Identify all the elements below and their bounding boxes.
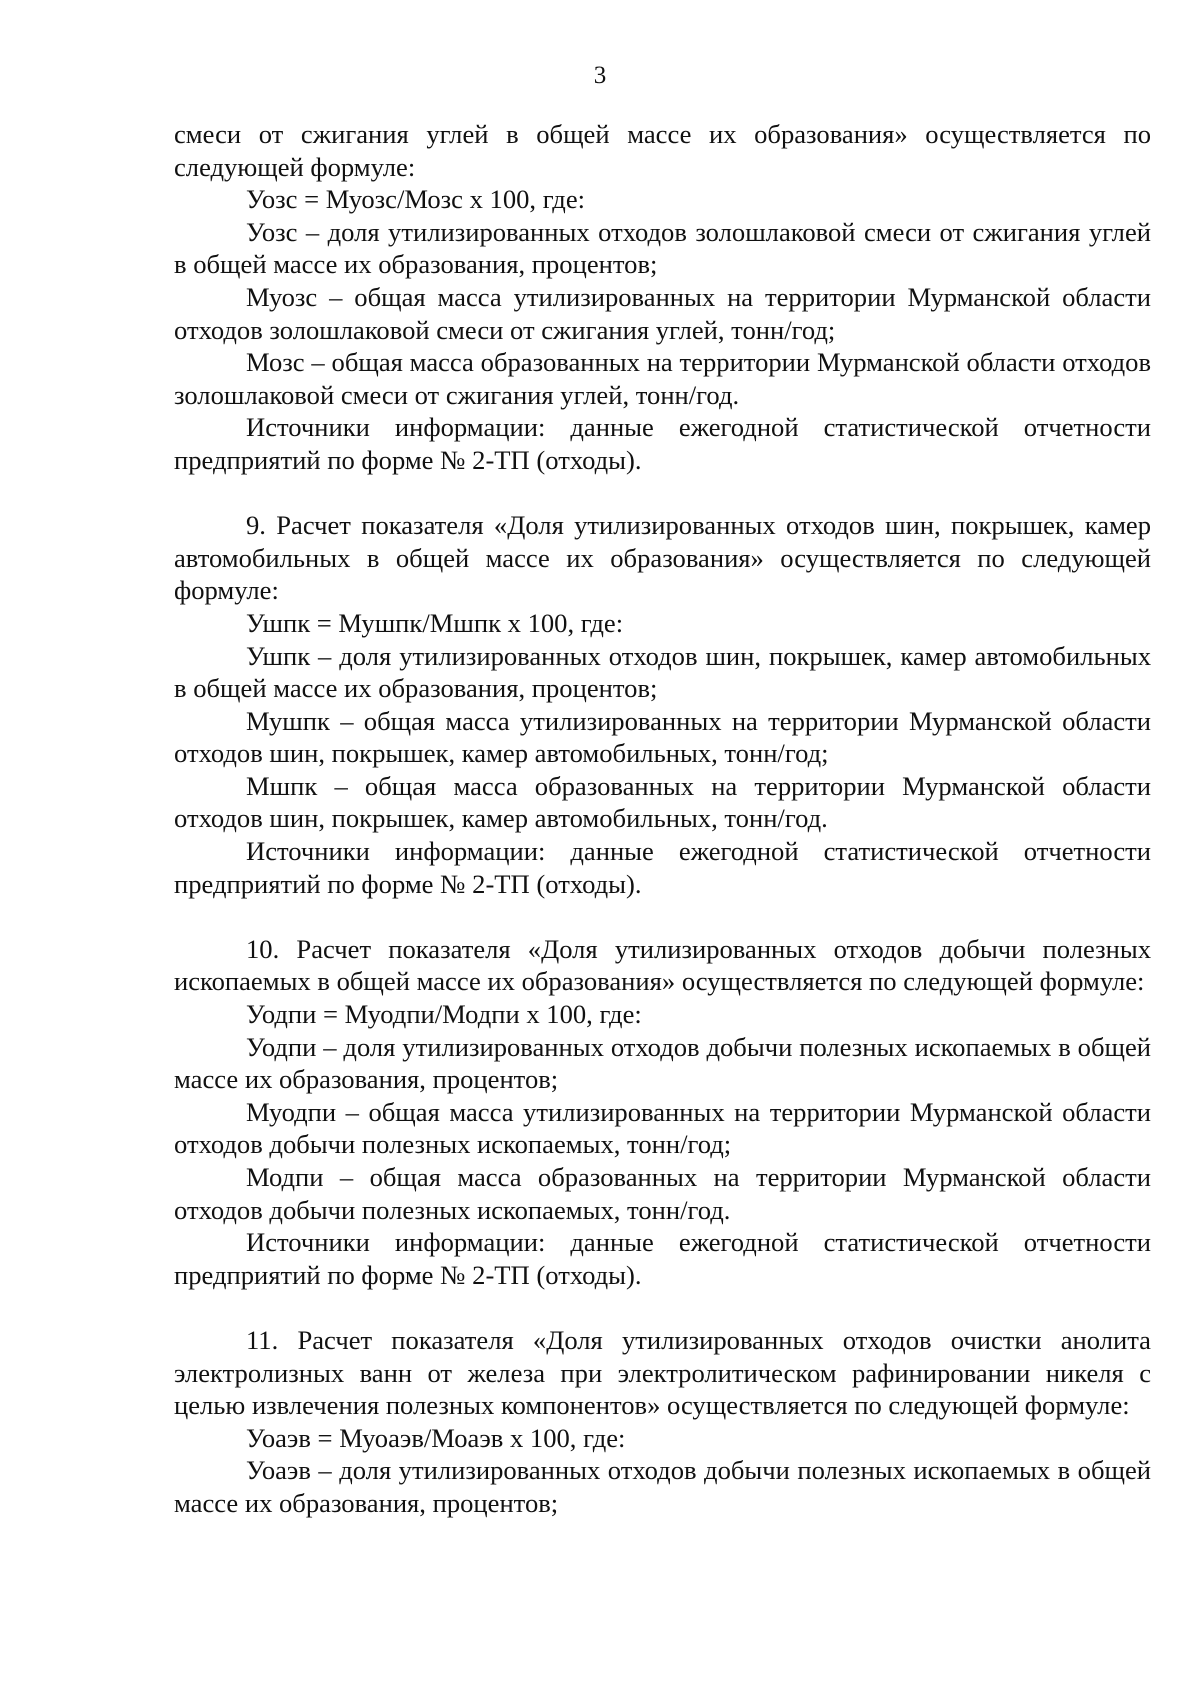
definition-mozs: Мозс – общая масса образованных на территории Мурманской области отходов золошлаковой смеси от сжигания углей, тонн/год.	[174, 347, 1151, 410]
section-11-heading: 11. Расчет показателя «Доля утилизированных отходов очистки анолита электролизных ванн от железа при электролитическом рафинировании никеля с целью извлечения полезных компонентов» осуществляется по следующей формуле:	[174, 1324, 1151, 1421]
definition-uodpi: Уодпи – доля утилизированных отходов добычи полезных ископаемых в общей массе их образования, процентов;	[174, 1031, 1151, 1095]
section-9-heading: 9. Расчет показателя «Доля утилизированных отходов шин, покрышек, камер автомобильных в общей массе их образования» осуществляется по следующей формуле:	[174, 510, 1151, 606]
definition-ushpk: Ушпк – доля утилизированных отходов шин, покрышек, камер автомобильных в общей массе их образования, процентов;	[174, 640, 1151, 704]
definition-modpi: Модпи – общая масса образованных на территории Мурманской области отходов добычи полезных ископаемых, тонн/год.	[174, 1162, 1151, 1225]
definition-uoaev: Уоаэв – доля утилизированных отходов добычи полезных ископаемых в общей массе их образования, процентов;	[174, 1455, 1151, 1518]
definition-mshpk: Мшпк – общая масса образованных на территории Мурманской области отходов шин, покрышек, камер автомобильных, тонн/год.	[174, 770, 1151, 834]
definition-uozs: Уозс – доля утилизированных отходов золошлаковой смеси от сжигания углей в общей массе их образования, процентов;	[174, 216, 1151, 280]
page-number: 3	[593, 62, 607, 89]
paragraph-continuation: смеси от сжигания углей в общей массе их образования» осуществляется по следующей формуле:	[174, 119, 1151, 182]
sources-paragraph: Источники информации: данные ежегодной статистической отчетности предприятий по форме № 2-ТП (отходы).	[174, 412, 1151, 475]
definition-mushpk: Мушпк – общая масса утилизированных на территории Мурманской области отходов шин, покрышек, камер автомобильных, тонн/год;	[174, 705, 1151, 769]
document-body	[174, 118, 1151, 1520]
formula-uodpi: Уодпи = Муодпи/Модпи х 100, где:	[246, 999, 642, 1030]
definition-muodpi: Муодпи – общая масса утилизированных на территории Мурманской области отходов добычи полезных ископаемых, тонн/год;	[174, 1096, 1151, 1160]
section-10-heading: 10. Расчет показателя «Доля утилизированных отходов добычи полезных ископаемых в общей массе их образования» осуществляется по следующей формуле:	[174, 933, 1151, 997]
formula-ushpk: Ушпк = Мушпк/Мшпк х 100, где:	[246, 607, 624, 638]
sources-paragraph: Источники информации: данные ежегодной статистической отчетности предприятий по форме № 2-ТП (отходы).	[174, 836, 1151, 899]
formula-uozs: Уозс = Муозс/Мозс х 100, где:	[246, 184, 586, 215]
formula-uoaev: Уоаэв = Муоаэв/Моаэв х 100, где:	[246, 1422, 626, 1453]
sources-paragraph: Источники информации: данные ежегодной статистической отчетности предприятий по форме № 2-ТП (отходы).	[174, 1227, 1151, 1290]
definition-muozs: Муозс – общая масса утилизированных на территории Мурманской области отходов золошлаковой смеси от сжигания углей, тонн/год;	[174, 281, 1151, 345]
